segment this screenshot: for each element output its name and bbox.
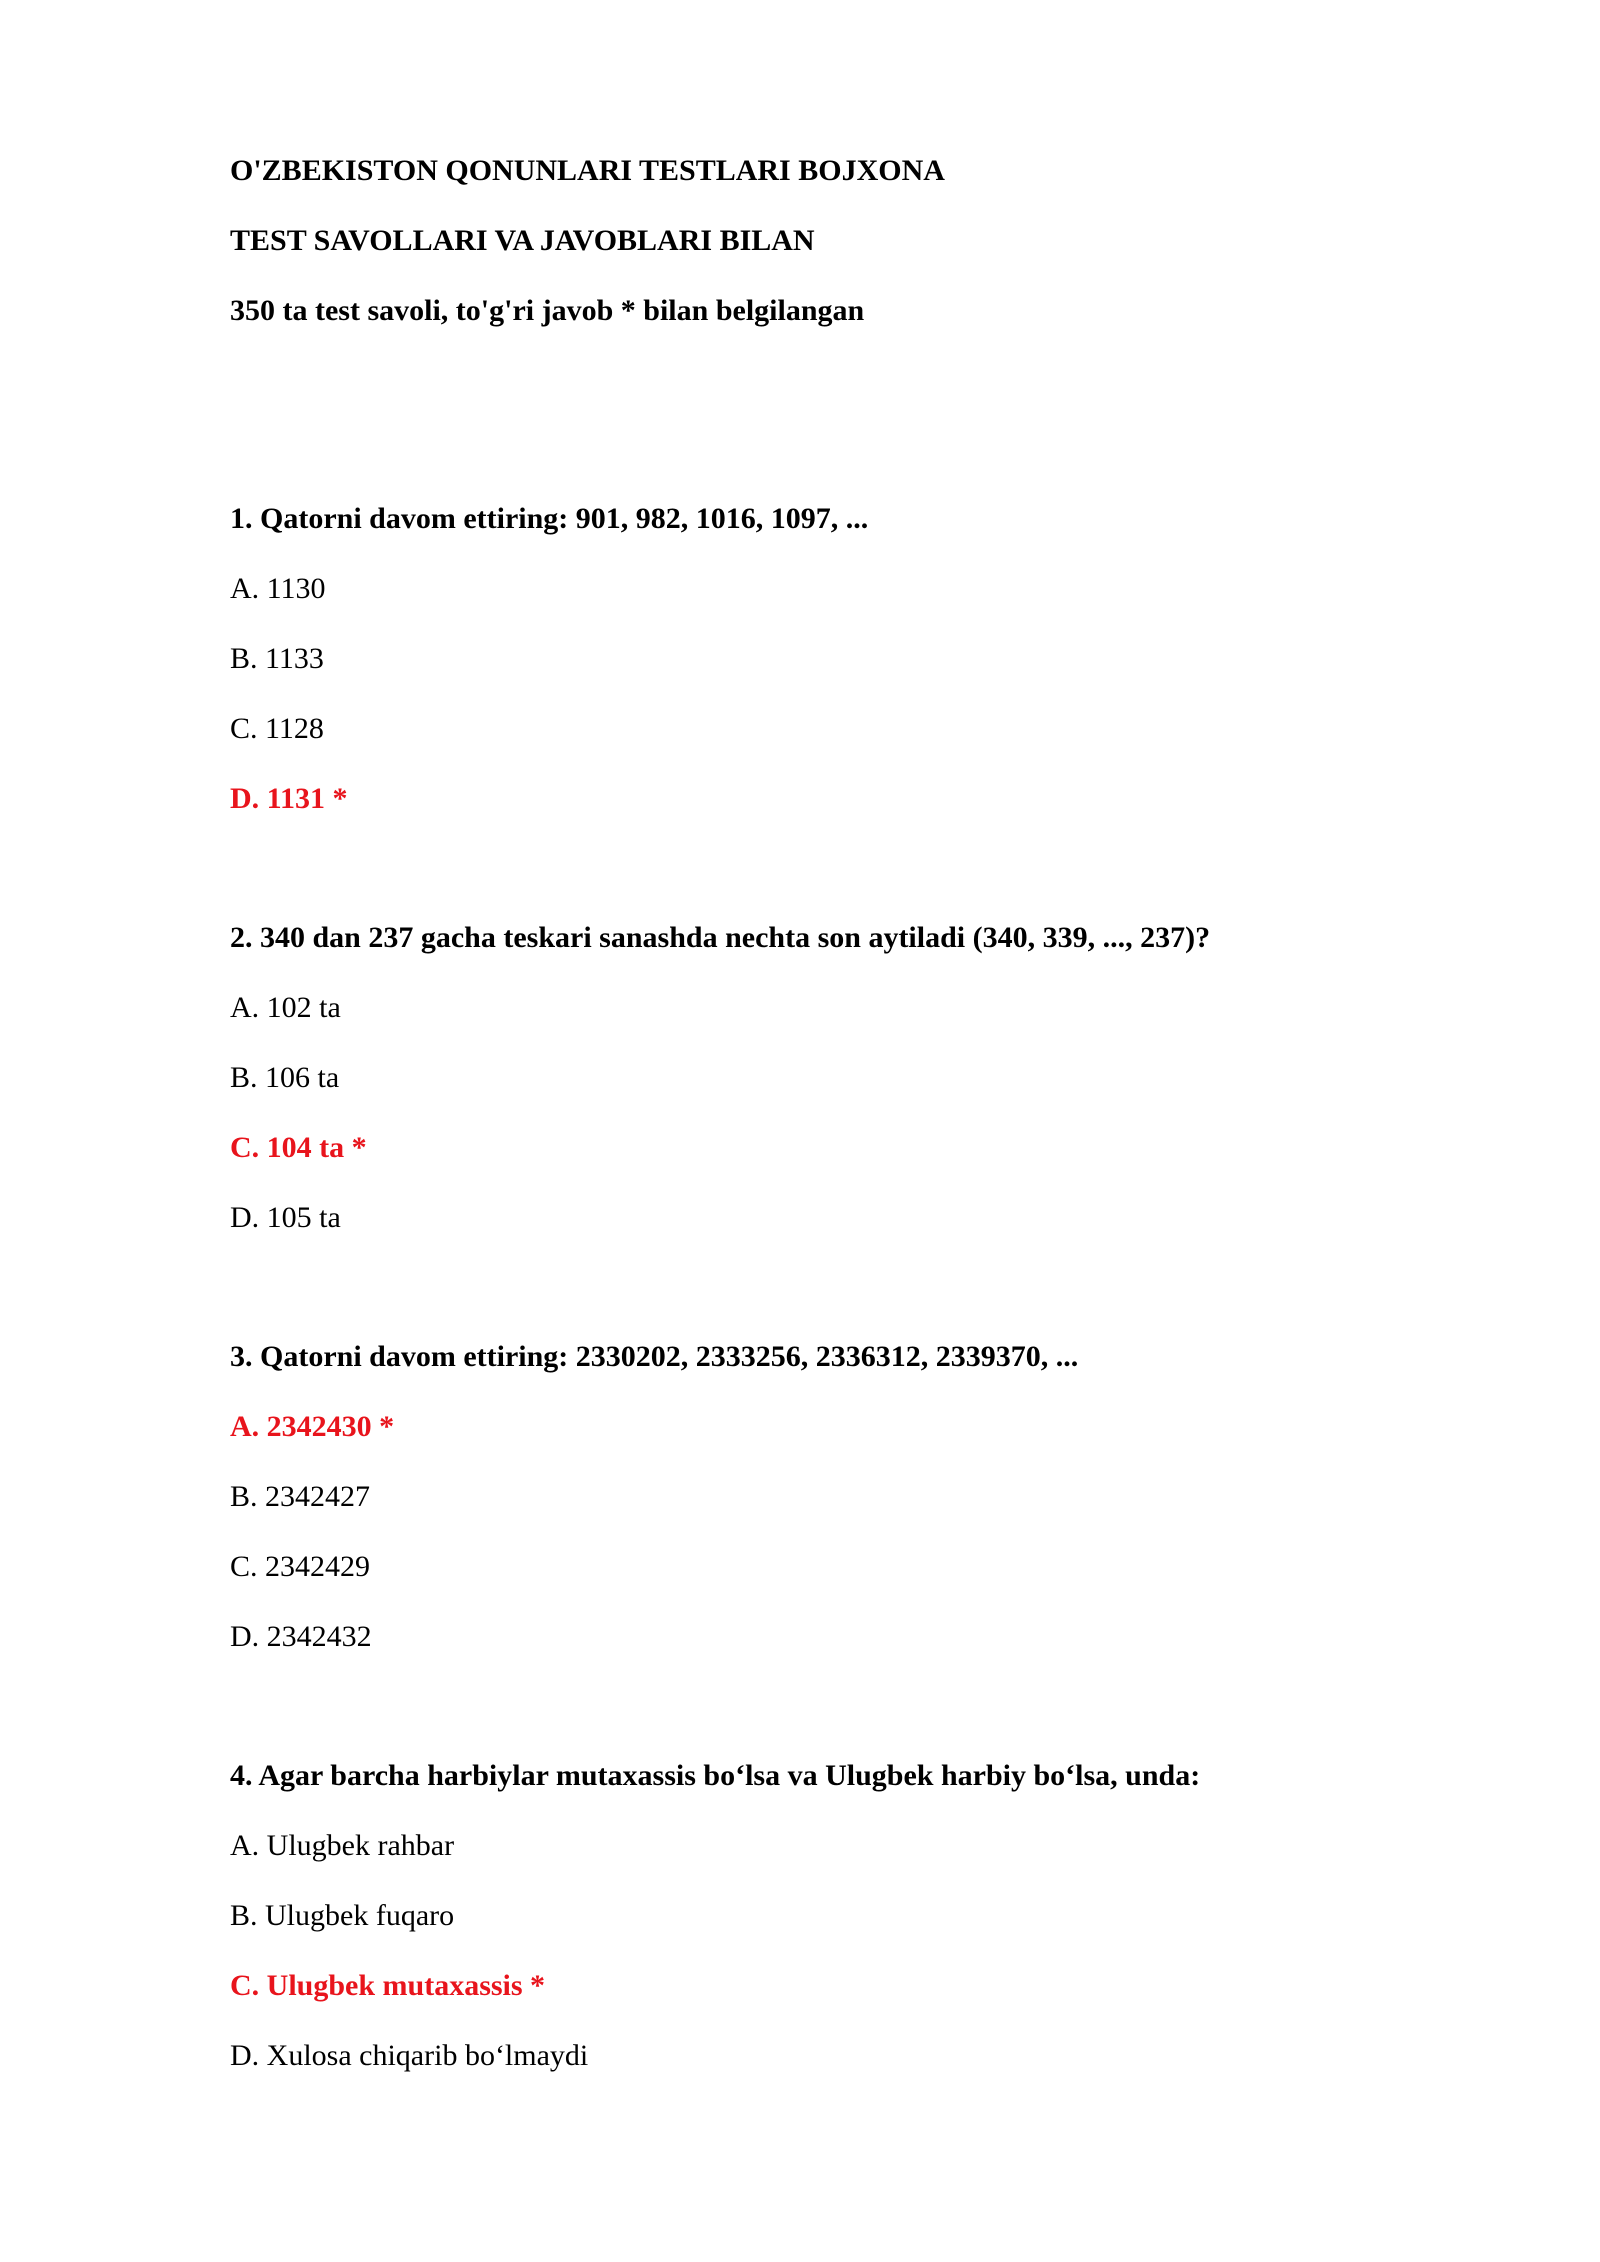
question-text: 2. 340 dan 237 gacha teskari sanashda nechta son aytiladi (340, 339, ..., 237)? (230, 921, 1211, 954)
correct-answer-option: D. 1131 * (230, 782, 348, 815)
correct-answer-option: C. Ulugbek mutaxassis * (230, 1969, 546, 2002)
question-text: 4. Agar barcha harbiylar mutaxassis bo‘lsa va Ulugbek harbiy bo‘lsa, unda: (230, 1759, 1201, 1792)
answer-option: B. 2342427 (230, 1480, 371, 1513)
answer-option: D. 105 ta (230, 1201, 341, 1234)
answer-option: D. 2342432 (230, 1620, 372, 1653)
answer-option: A. 102 ta (230, 991, 341, 1024)
document-title: O'ZBEKISTON QONUNLARI TESTLARI BOJXONA (230, 154, 945, 187)
answer-option: A. 1130 (230, 572, 326, 605)
answer-option: A. Ulugbek rahbar (230, 1829, 455, 1862)
answer-option: B. 106 ta (230, 1061, 340, 1094)
answer-option: C. 2342429 (230, 1550, 371, 1583)
document-subtitle: 350 ta test savoli, to'g'ri javob * bilan belgilangan (230, 294, 865, 327)
question-text: 1. Qatorni davom ettiring: 901, 982, 1016, 1097, ... (230, 502, 869, 535)
question-text: 3. Qatorni davom ettiring: 2330202, 2333256, 2336312, 2339370, ... (230, 1340, 1079, 1373)
answer-option: B. Ulugbek fuqaro (230, 1899, 455, 1932)
answer-option: B. 1133 (230, 642, 324, 675)
correct-answer-option: A. 2342430 * (230, 1410, 395, 1443)
correct-answer-option: C. 104 ta * (230, 1131, 367, 1164)
document-title-line2: TEST SAVOLLARI VA JAVOBLARI BILAN (230, 224, 815, 257)
answer-option: D. Xulosa chiqarib bo‘lmaydi (230, 2039, 589, 2072)
answer-option: C. 1128 (230, 712, 324, 745)
